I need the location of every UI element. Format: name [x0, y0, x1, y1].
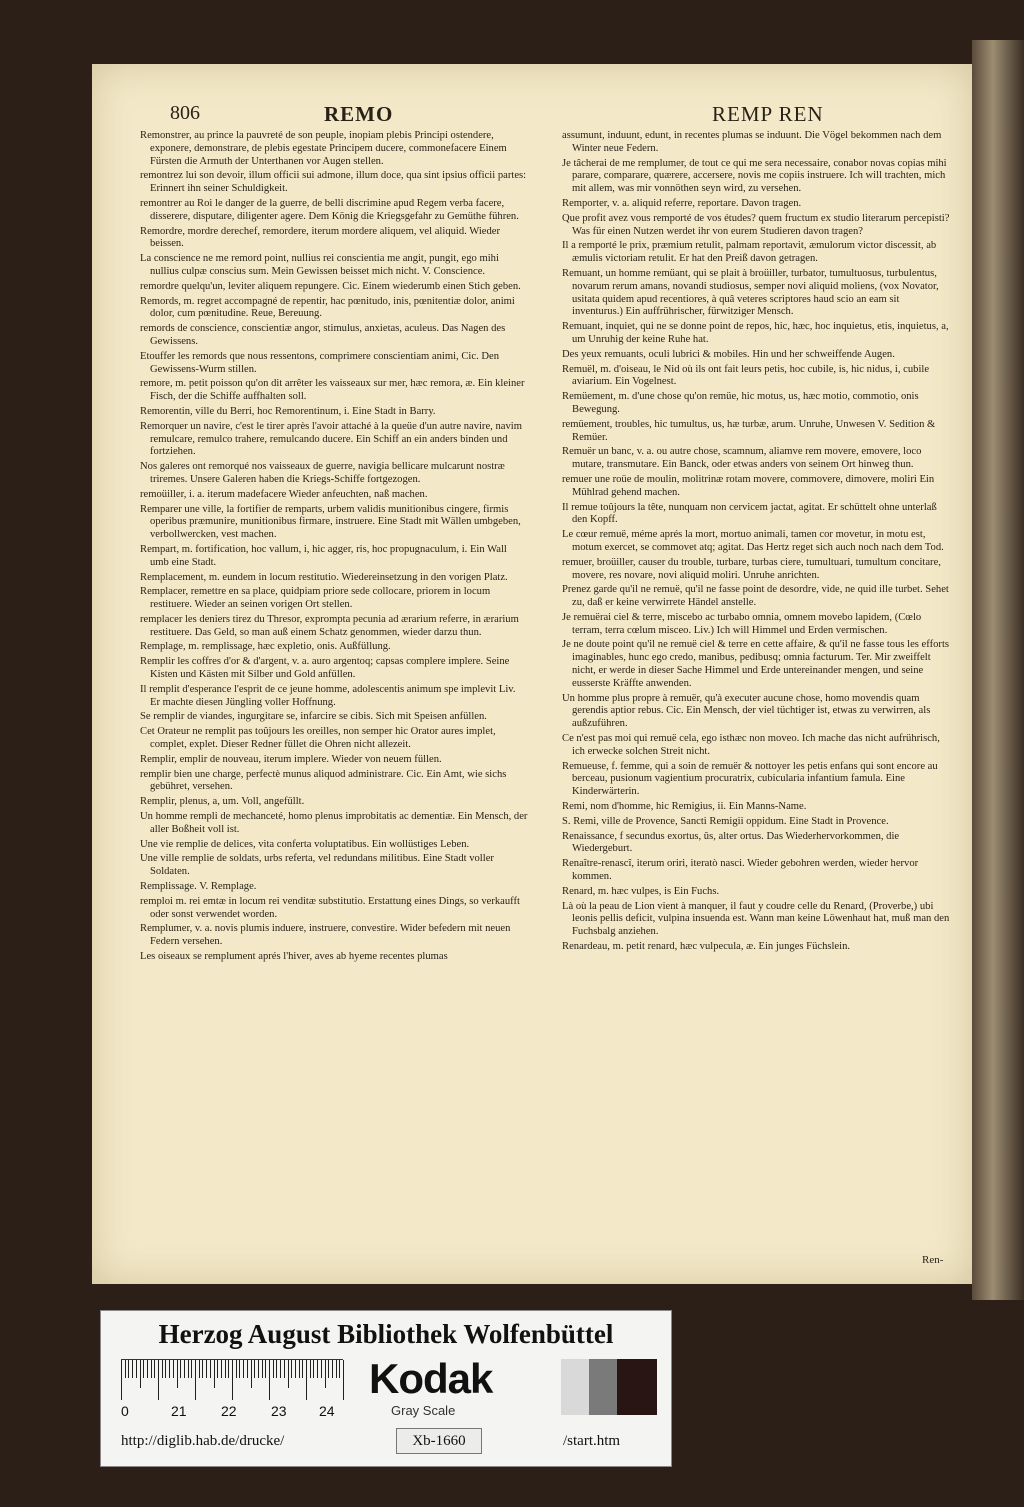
ruler-tick	[169, 1360, 170, 1378]
ruler-tick	[162, 1360, 163, 1378]
ruler-tick	[125, 1360, 126, 1378]
dictionary-entry: Remords, m. regret accompagné de repentir, hac pœnitudo, inis, pœnitentiæ dolor, animi dolor, cum pœnitudine. Reue, Bereuung.	[140, 295, 515, 320]
ruler-tick	[121, 1360, 122, 1400]
dictionary-entry: Remplir, emplir de nouveau, iterum implere. Wieder von neuem füllen.	[140, 753, 442, 765]
dictionary-entry: remuer, broüiller, causer du trouble, turbare, turbas ciere, tumultuari, tumultum concitare, movere, res novare, novi aliquid moliri. Unruhe anrichten.	[562, 556, 941, 581]
ruler-tick	[165, 1360, 166, 1378]
ruler-tick	[291, 1360, 292, 1378]
dictionary-entry: Je tâcherai de me remplumer, de tout ce qui me sera necessaire, conabor novas copias mihi parare, comparare, quærere, accersere, novis me copiis instruere. Ich will trachten, mich mit allem, was mir vonnöthen seyn wird, zu versehen.	[562, 157, 947, 195]
ruler-tick	[243, 1360, 244, 1378]
dictionary-entry: Remuant, un homme remüant, qui se plait à broüiller, turbator, tumultuosus, turbulentus, novarum rerum amans, novandi studiosus, semper novi aliquid moliens, (vox Novator, usitata quidem apud recentiores, à quâ veteres scriptores haud scio an eam sit inventurus.) Ein auffrührischer, fürwitziger Mensch.	[562, 267, 939, 318]
shelfmark: Xb-1660	[396, 1428, 482, 1454]
ruler-tick	[188, 1360, 189, 1378]
ruler-tick	[295, 1360, 296, 1378]
dictionary-entry: remplir bien une charge, perfectè munus aliquod administrare. Cic. Ein Amt, wie sichs gebühret, versehen.	[140, 768, 507, 793]
dictionary-entry: Des yeux remuants, oculi lubrici & mobiles. Hin und her schweiffende Augen.	[562, 348, 895, 360]
ruler-tick	[280, 1360, 281, 1378]
dictionary-entry: Je remuërai ciel & terre, miscebo ac turbabo omnia, omnem movebo lapidem, (Cœlo terram, terra cœlum misceo. Liv.) Ich will Himmel und Erden vermischen.	[562, 611, 922, 636]
ruler-tick	[158, 1360, 159, 1400]
book-page	[92, 64, 972, 1284]
dictionary-entry: Les oiseaux se remplument aprés l'hiver, aves ab hyeme recentes plumas	[140, 951, 448, 963]
gray-scale-label: Gray Scale	[391, 1403, 456, 1418]
dictionary-entry: Un homme plus propre à remuër, qu'à executer aucune chose, homo movendis quam gerendis aptior rebus. Cic. Ein Mensch, der viel tüchtiger ist, etwas zu verwirren, als außzuführen.	[562, 692, 931, 730]
ruler-tick	[313, 1360, 314, 1378]
ruler-tick	[225, 1360, 226, 1378]
dictionary-entry: Une ville remplie de soldats, urbs referta, vel redundans militibus. Eine Stadt voller Soldaten.	[140, 853, 494, 878]
dictionary-entry: Remplissage. V. Remplage.	[140, 881, 257, 893]
ruler-tick	[247, 1360, 248, 1378]
dictionary-entry: Il remplit d'esperance l'esprit de ce jeune homme, adolescentis animum spe implevit Liv. Er machte diesen Jüngling voller Hoffnung.	[140, 683, 516, 708]
dictionary-entry: Remplacement, m. eundem in locum restitutio. Wiedereinsetzung in den vorigen Platz.	[140, 571, 508, 583]
ruler-tick	[343, 1360, 344, 1400]
gray-swatch-mid	[589, 1359, 617, 1415]
ruler-tick	[202, 1360, 203, 1378]
color-target-card	[100, 1310, 672, 1467]
ruler-label: 23	[271, 1403, 287, 1419]
dictionary-entry: remploi m. rei emtæ in locum rei venditæ substitutio. Erstattung eines Dings, so verkaufft oder sonst verwendet worden.	[140, 895, 520, 920]
ruler-tick	[232, 1360, 233, 1400]
dictionary-entry: remoüiller, i. a. iterum madefacere Wieder anfeuchten, naß machen.	[140, 488, 428, 500]
dictionary-entry: Remparer une ville, la fortifier de remparts, urbem validis munitionibus cingere, firmis operibus præmunire, munitionibus firmare, instruere. Eine Stadt mit Wällen umbgeben, verbollwercken, vest machen.	[140, 503, 521, 541]
dictionary-entry: Prenez garde qu'il ne remuë, qu'il ne fasse point de desordre, vide, ne quid ille turbet. Sehet zu, daß er keine verwirrete Händel anstelle.	[562, 584, 949, 609]
dictionary-entry: Il remue toûjours la tête, nunquam non cervicem jactat, agitat. Er schüttelt ohne unterlaß den Kopff.	[562, 501, 937, 526]
ruler-tick	[228, 1360, 229, 1378]
dictionary-entry: Remuant, inquiet, qui ne se donne point de repos, hic, hæc, hoc inquietus, etis, inquietus, a, um Unruhig der keine Ruhe hat.	[562, 321, 949, 345]
page-number: 806	[170, 102, 200, 124]
ruler-tick	[306, 1360, 307, 1400]
ruler-tick	[332, 1360, 333, 1378]
ruler-label: 0	[121, 1403, 129, 1419]
url-prefix: http://diglib.hab.de/drucke/	[121, 1433, 285, 1449]
dictionary-entry: remordre quelqu'un, leviter aliquem repungere. Cic. Einem wiederumb einen Stich geben.	[140, 280, 521, 292]
right-column	[562, 130, 950, 1270]
dictionary-entry: remore, m. petit poisson qu'on dit arrêter les vaisseaux sur mer, hæc remora, æ. Ein kleiner Fisch, der die Schiffe auffhalten soll.	[140, 378, 525, 403]
dictionary-entry: remüement, troubles, hic tumultus, us, hæ turbæ, arum. Unruhe, Unwesen V. Sedition & Remüer.	[562, 418, 936, 443]
dictionary-entry: Il a remporté le prix, præmium retulit, palmam reportavit, æmulorum victor discessit, ab æmulis victoriam retulit. Er hat den Preiß davon getragen.	[562, 240, 937, 265]
url-suffix: /start.htm	[563, 1433, 621, 1449]
ruler-tick	[262, 1360, 263, 1378]
ruler-label: 21	[171, 1403, 187, 1419]
ruler-tick	[310, 1360, 311, 1378]
kodak-logo: Kodak	[369, 1355, 493, 1402]
ruler-tick	[336, 1360, 337, 1378]
dictionary-entry: Je ne doute point qu'il ne remuë ciel & terre en cette affaire, & qu'il ne fasse tous les efforts imaginables, hunc ego credo, manibus, pedibusq; omnia facturum. Ter. Mir zweiffelt nicht, er werde in dieser Sache Himmel und Erde untereinander mengen, und seine eusserste Kräffte anwenden.	[562, 639, 950, 689]
book-spine-edge	[972, 40, 1024, 1300]
ruler-tick	[265, 1360, 266, 1378]
dictionary-entry: Une vie remplie de delices, vita conferta voluptatibus. Ein wollüstiges Leben.	[140, 838, 470, 850]
ruler-tick	[128, 1360, 129, 1378]
dictionary-entry: Que profit avez vous remporté de vos études? quem fructum ex studio literarum percepisti? Was für einen Nutzen werdet ihr von eurem Studieren davon tragen?	[562, 212, 950, 237]
dictionary-entry: Remordre, mordre derechef, remordere, iterum mordere aliquem, vel aliquid. Wieder beissen.	[140, 225, 501, 250]
dictionary-entry: Remplumer, v. a. novis plumis induere, instruere, convestire. Wider befedern mit neuen Federn versehen.	[140, 923, 511, 948]
ruler-tick	[151, 1360, 152, 1378]
ruler-tick	[143, 1360, 144, 1378]
ruler-tick	[236, 1360, 237, 1378]
dictionary-entry: remontrez lui son devoir, illum officii sui admone, illum doce, qua sint ipsius officii partes: Erinnert ihn seiner Schuldigkeit.	[140, 170, 527, 195]
ruler-tick	[239, 1360, 240, 1378]
ruler-tick	[210, 1360, 211, 1378]
gray-swatch-light	[561, 1359, 589, 1415]
dictionary-entry: Remueuse, f. femme, qui a soin de remuër & nottoyer les petis enfans qui sont encore au berceau, pusionum vagientium procuratrix, cubicularia infantium famula. Eine Kinderwärterin.	[562, 760, 938, 798]
ruler-tick	[325, 1360, 326, 1388]
ruler-tick	[273, 1360, 274, 1378]
dictionary-entry: Remplage, m. remplissage, hæc expletio, onis. Außfüllung.	[140, 641, 391, 653]
measure-ruler	[121, 1359, 343, 1402]
ruler-tick	[173, 1360, 174, 1378]
ruler-tick	[214, 1360, 215, 1388]
ruler-tick	[258, 1360, 259, 1378]
ruler-tick	[177, 1360, 178, 1388]
dictionary-entry: Rempart, m. fortification, hoc vallum, i, hic agger, ris, hoc propugnaculum, i. Ein Wall umb eine Stadt.	[140, 543, 507, 568]
ruler-tick	[251, 1360, 252, 1388]
ruler-tick	[302, 1360, 303, 1378]
dictionary-entry: Là où la peau de Lion vient à manquer, il faut y coudre celle du Renard, (Proverbe,) ubi leonis pellis deficit, vulpina insuenda est. Wann man keine Löwenhaut hat, muß man den Fuchsbalg anziehen.	[562, 900, 950, 938]
dictionary-entry: Renaître-renascî, iterum oriri, iteratò nasci. Wieder gebohren werden, wieder hervor kommen.	[562, 858, 919, 883]
ruler-tick	[288, 1360, 289, 1388]
dictionary-entry: Remuër un banc, v. a. ou autre chose, scamnum, aliamve rem movere, emovere, loco mutare, transmutare. Ein Banck, oder etwas anders von seinem Ort hinweg thun.	[562, 446, 922, 471]
ruler-tick	[317, 1360, 318, 1378]
ruler-tick	[199, 1360, 200, 1378]
dictionary-entry: Remplir, plenus, a, um. Voll, angefüllt.	[140, 796, 305, 808]
dictionary-entry: assumunt, induunt, edunt, in recentes plumas se induunt. Die Vögel bekommen nach dem Winter neue Federn.	[562, 130, 942, 154]
dictionary-entry: Un homme rempli de mechanceté, homo plenus improbitatis ac dementiæ. Ein Mensch, der aller Boßheit voll ist.	[140, 811, 528, 835]
dictionary-entry: La conscience ne me remord point, nullius rei conscientia me angit, pungit, ego mihi nullius culpæ conscius sum. Mein Gewissen beisset mich nicht. V. Conscience.	[140, 253, 499, 277]
ruler-tick	[339, 1360, 340, 1378]
ruler-tick	[328, 1360, 329, 1378]
left-column	[140, 130, 528, 1270]
dictionary-entry: Cet Orateur ne remplit pas toûjours les oreilles, non semper hic Orator aures implet, complet, explet. Dieser Redner füllet die Ohren nicht allezeit.	[140, 726, 496, 751]
page-header	[92, 102, 972, 128]
ruler-labels	[121, 1403, 351, 1421]
left-running-head: REMO	[324, 102, 394, 126]
ruler-tick	[140, 1360, 141, 1388]
dictionary-entry: Remplir les coffres d'or & d'argent, v. a. auro argentoq; capsas complere implere. Seine Kisten und Kästen mit Silber und Gold anfüllen.	[140, 656, 510, 681]
gray-swatch-dark	[617, 1359, 657, 1415]
dictionary-entry: Ce n'est pas moi qui remuë cela, ego isthæc non moveo. Ich mache das nicht aufrührisch, ich erwecke solchen Streit nicht.	[562, 733, 940, 757]
right-running-head: REMP REN	[712, 102, 824, 126]
ruler-label: 22	[221, 1403, 237, 1419]
dictionary-entry: Renardeau, m. petit renard, hæc vulpecula, æ. Ein junges Füchslein.	[562, 941, 851, 953]
ruler-tick	[254, 1360, 255, 1378]
dictionary-entry: Remonstrer, au prince la pauvreté de son peuple, inopiam plebis Principi ostendere, exponere, demonstrare, de plebis egestate Principem ducere, commonefacere Einem Fürsten die Armuth der Unterthanen vor Augen stellen.	[140, 130, 507, 167]
ruler-tick	[154, 1360, 155, 1378]
ruler-tick	[206, 1360, 207, 1378]
dictionary-entry: Remporter, v. a. aliquid referre, reportare. Davon tragen.	[562, 197, 802, 209]
dictionary-entry: Le cœur remuë, méme aprés la mort, mortuo animali, tamen cor movetur, in motu est, motum exercet, se commovet atq; agitat. Das Hertz reget sich auch noch nach dem Tod.	[562, 529, 944, 553]
dictionary-entry: remontrer au Roi le danger de la guerre, de belli discrimine apud Regem verba facere, disserere, disputare, diligenter agere. Dem König die Kriegsgefahr zu Gemüthe führen.	[140, 197, 519, 222]
ruler-tick	[321, 1360, 322, 1378]
ruler-label: 24	[319, 1403, 335, 1419]
dictionary-entry: Remorquer un navire, c'est le tirer après l'avoir attaché à la queüe d'un autre navire, navim remulcare, remulco trahere, remulcando ducere. Ein Schiff an ein anders binden und fortziehen.	[140, 420, 522, 458]
dictionary-entry: Remi, nom d'homme, hic Remigius, ii. Ein Manns-Name.	[562, 801, 807, 813]
dictionary-entry: remplacer les deniers tirez du Thresor, exprompta pecunia ad ærarium referre, in ærarium restituere. Das Geld, so man auß einem Schatz genommen, wieder darzu thun.	[140, 613, 519, 638]
ruler-tick	[284, 1360, 285, 1378]
library-title: Herzog August Bibliothek Wolfenbüttel	[158, 1319, 614, 1349]
dictionary-entry: remords de conscience, conscientiæ angor, stimulus, anxietas, aculeus. Das Nagen des Gewissens.	[140, 323, 506, 347]
ruler-tick	[191, 1360, 192, 1378]
catchword: Ren-	[922, 1254, 944, 1266]
dictionary-entry: Remplacer, remettre en sa place, quidpiam priore sede collocare, priorem in locum restituere. Wieder an seinen vorigen Ort stellen.	[140, 586, 491, 611]
dictionary-entry: Renaissance, f secundus exortus, ûs, alter ortus. Das Wiederhervorkommen, die Wiedergeburt.	[562, 830, 900, 855]
dictionary-entry: S. Remi, ville de Provence, Sancti Remigii oppidum. Eine Stadt in Provence.	[562, 815, 889, 827]
ruler-tick	[147, 1360, 148, 1378]
ruler-tick	[184, 1360, 185, 1378]
ruler-tick	[276, 1360, 277, 1378]
ruler-tick	[132, 1360, 133, 1378]
dictionary-entry: Renard, m. hæc vulpes, is Ein Fuchs.	[562, 885, 720, 897]
ruler-tick	[221, 1360, 222, 1378]
dictionary-entry: Etouffer les remords que nous ressentons, comprimere conscientiam animi, Cic. Den Gewissens-Wurm stillen.	[140, 350, 500, 375]
ruler-tick	[136, 1360, 137, 1378]
ruler-tick	[299, 1360, 300, 1378]
dictionary-entry: Remuël, m. d'oiseau, le Nid où ils ont fait leurs petis, hoc cubile, is, hic nidus, i, cubile aviarium. Ein Vogelnest.	[562, 363, 930, 388]
dictionary-entry: remuer une roüe de moulin, molitrinæ rotam movere, commovere, dimovere, moliri Ein Mühlrad gehend machen.	[562, 473, 935, 498]
dictionary-entry: Remorentin, ville du Berri, hoc Remorentinum, i. Eine Stadt in Barry.	[140, 405, 436, 417]
dictionary-entry: Nos galeres ont remorqué nos vaisseaux de guerre, navigia bellicare mulcarunt nostræ triremes. Unsere Galeren haben die Kriegs-Schiffe fortgezogen.	[140, 461, 505, 485]
ruler-tick	[269, 1360, 270, 1400]
dictionary-entry: Remüement, m. d'une chose qu'on remüe, hic motus, us, hæc motio, commotio, onis Bewegung.	[562, 391, 919, 415]
ruler-tick	[195, 1360, 196, 1400]
dictionary-entry: Se remplir de viandes, ingurgitare se, infarcire se cibis. Sich mit Speisen anfüllen.	[140, 711, 487, 723]
ruler-tick	[217, 1360, 218, 1378]
ruler-tick	[180, 1360, 181, 1378]
